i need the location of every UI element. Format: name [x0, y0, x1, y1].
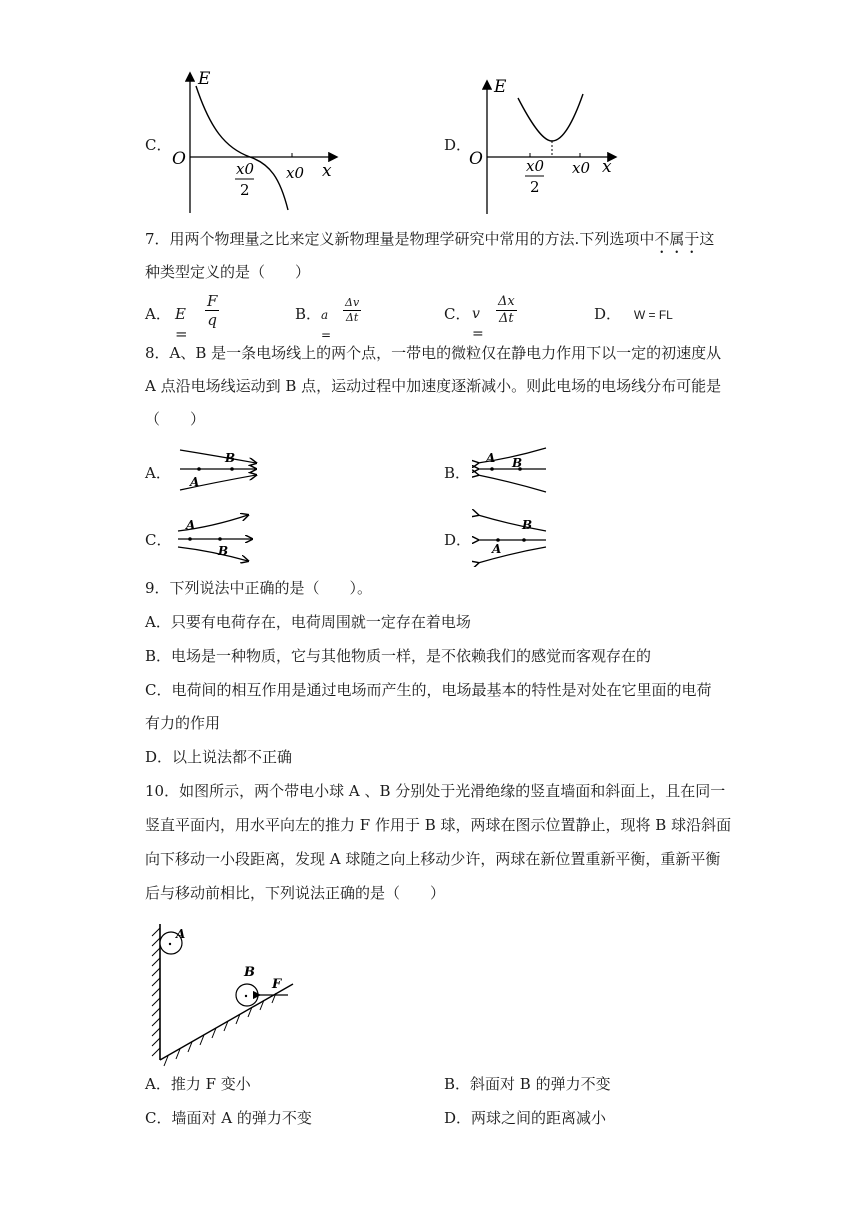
q7-stem-line1: 7．用两个物理量之比来定义新物理量是物理学研究中常用的方法.下列选项中不属于这	[145, 230, 715, 248]
svg-text:B: B	[218, 544, 229, 558]
q6d-curve	[518, 94, 583, 141]
q9-option-b[interactable]: B．电场是一种物质，它与其他物质一样，是不依赖我们的感觉而客观存在的	[145, 647, 652, 665]
q10-option-c[interactable]: C．墙面对 A 的弹力不变	[145, 1109, 312, 1127]
svg-text:B: B	[512, 456, 523, 470]
q10-option-a[interactable]: A．推力 F 变小	[145, 1075, 251, 1093]
svg-text:A: A	[176, 927, 186, 941]
q10-ball-b	[236, 984, 258, 1006]
q6d-label-e: E	[494, 77, 507, 97]
q9-stem: 9．下列说法中正确的是（ ）。	[145, 579, 373, 597]
q6-option-d-label: D．	[444, 136, 472, 154]
q8-option-c-label[interactable]: C．	[145, 531, 172, 549]
q6c-tick-half-num: x0	[236, 160, 255, 178]
q8-field-c[interactable]	[172, 507, 262, 567]
q6-option-c-label: C．	[145, 136, 172, 154]
q8-field-d[interactable]	[472, 507, 552, 567]
svg-text:B: B	[244, 965, 255, 980]
q9-option-d[interactable]: D．以上说法都不正确	[145, 748, 293, 766]
q8-field-b[interactable]	[472, 440, 552, 500]
q10-option-d[interactable]: D．两球之间的距离减小	[444, 1109, 607, 1127]
q9-option-a[interactable]: A．只要有电荷存在，电荷周围就一定存在着电场	[145, 613, 471, 631]
q6-graph-c	[160, 68, 350, 218]
q10-stem-line4: 后与移动前相比，下列说法正确的是（ ）	[145, 884, 446, 902]
svg-text:B: B	[522, 518, 533, 532]
q7-stem-line2: 种类型定义的是（ ）	[145, 263, 311, 281]
q8-field-a[interactable]	[172, 440, 262, 500]
q6-graph-d	[460, 76, 620, 216]
svg-text:A: A	[486, 451, 496, 465]
q10-stem-line2: 竖直平面内，用水平向左的推力 F 作用于 B 球，两球在图示位置静止，现将 B 球沿斜面	[145, 816, 732, 834]
q7-option-d[interactable]: D． W = FL	[594, 305, 673, 323]
q8-option-d-label[interactable]: D．	[444, 531, 472, 549]
q8-stem-line3: （ ）	[145, 410, 206, 428]
q6d-tick-half-num: x0	[526, 157, 545, 175]
q6c-tick-x0: x0	[286, 164, 305, 182]
svg-text:B: B	[225, 451, 236, 465]
q9-option-c-line1[interactable]: C．电荷间的相互作用是通过电场而产生的，电场最基本的特性是对处在它里面的电荷	[145, 681, 712, 699]
svg-text:A: A	[190, 475, 200, 489]
q8-stem-line1: 8．A、B 是一条电场线上的两个点，一带电的微粒仅在静电力作用下以一定的初速度从	[145, 344, 722, 362]
q6c-tick-half-den: 2	[240, 181, 250, 199]
q6d-label-o: O	[469, 149, 483, 169]
q6c-label-o: O	[172, 149, 186, 169]
q10-option-b[interactable]: B．斜面对 B 的弹力不变	[444, 1075, 611, 1093]
svg-text:A: A	[492, 542, 502, 556]
q6d-tick-x0: x0	[572, 159, 591, 177]
q6c-label-e: E	[198, 69, 211, 89]
svg-text:A: A	[186, 518, 196, 532]
q10-stem-line1: 10．如图所示，两个带电小球 A 、B 分别处于光滑绝缘的竖直墙面和斜面上，且在同一	[145, 782, 726, 800]
q10-stem-line3: 向下移动一小段距离，发现 A 球随之向上移动少许，两球在新位置重新平衡，重新平衡	[145, 850, 721, 868]
q9-option-c-line2[interactable]: 有力的作用	[145, 714, 221, 732]
q6d-label-x: x	[602, 157, 612, 177]
q6c-label-x: x	[322, 161, 332, 181]
q8-option-a-label[interactable]: A．	[145, 464, 171, 482]
q10-figure	[148, 918, 308, 1068]
svg-text:F: F	[272, 977, 282, 992]
q7-emphasis: 不属于	[654, 230, 700, 248]
q8-stem-line2: A 点沿电场线运动到 B 点，运动过程中加速度逐渐减小。则此电场的电场线分布可能是	[145, 377, 722, 395]
q8-option-b-label[interactable]: B．	[444, 464, 471, 482]
q6d-tick-half-den: 2	[530, 178, 540, 196]
